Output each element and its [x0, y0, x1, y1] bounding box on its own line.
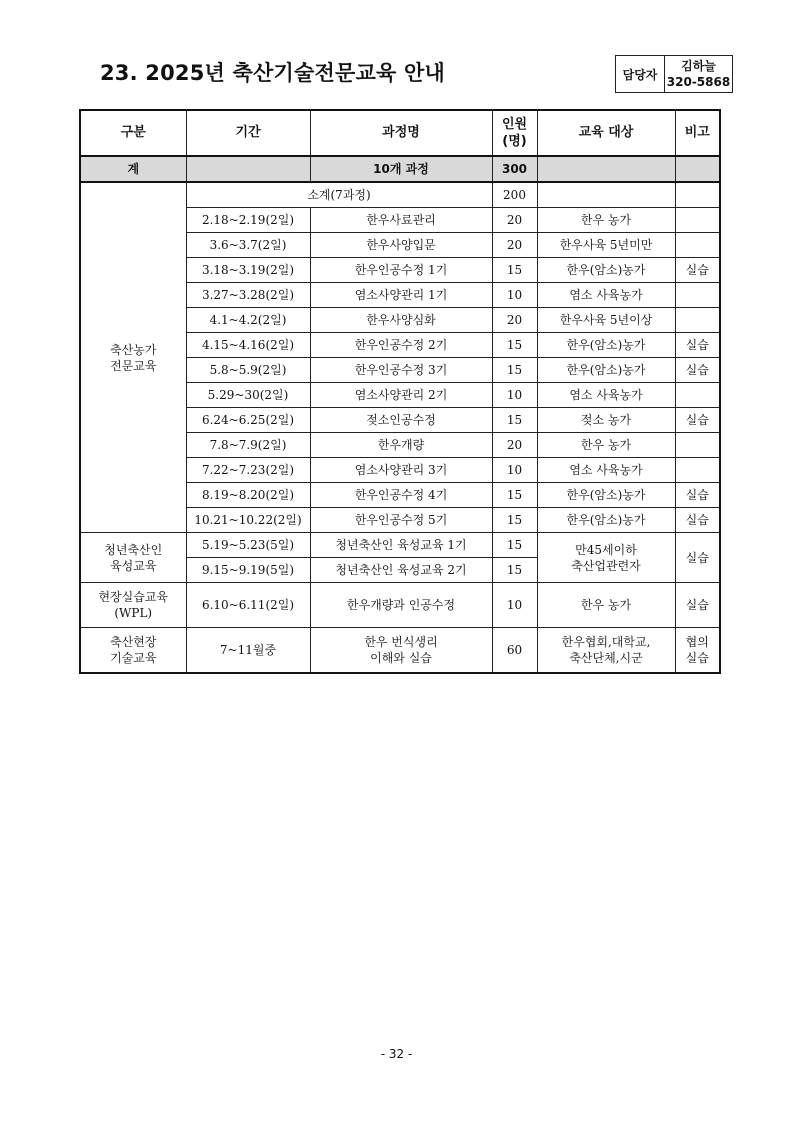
- row-period: 7.22~7.23(2일): [186, 458, 310, 483]
- row-period: 4.1~4.2(2일): [186, 308, 310, 333]
- row-period: 5.19~5.23(5일): [186, 533, 310, 558]
- total-count: 300: [492, 156, 537, 182]
- row-count: 10: [492, 383, 537, 408]
- row-count: 15: [492, 558, 537, 583]
- row-target: 한우(암소)농가: [537, 358, 675, 383]
- row-count: 10: [492, 583, 537, 628]
- row-count: 15: [492, 358, 537, 383]
- row-note: [675, 458, 720, 483]
- row-course: 염소사양관리 1기: [310, 283, 492, 308]
- row-course: 한우개량: [310, 433, 492, 458]
- row-count: 10: [492, 458, 537, 483]
- total-category: 계: [80, 156, 186, 182]
- total-course: 10개 과정: [310, 156, 492, 182]
- row-target: 한우(암소)농가: [537, 333, 675, 358]
- row-count: 20: [492, 433, 537, 458]
- subtotal-label: 소계(7과정): [186, 182, 492, 208]
- row-target: 염소 사육농가: [537, 458, 675, 483]
- row-note: 실습: [675, 508, 720, 533]
- row-note: [675, 433, 720, 458]
- table-row: [80, 583, 720, 628]
- row-note: 실습: [675, 408, 720, 433]
- row-note: 협의 실습: [675, 628, 720, 674]
- row-target: 한우사육 5년미만: [537, 233, 675, 258]
- row-note: [675, 308, 720, 333]
- row-note: [675, 283, 720, 308]
- row-count: 15: [492, 533, 537, 558]
- group-category: 축산농가 전문교육: [80, 182, 186, 533]
- table-row: [80, 533, 720, 558]
- row-note: [675, 208, 720, 233]
- col-header-note: 비고: [675, 110, 720, 156]
- col-header-count: 인원 (명): [492, 110, 537, 156]
- row-count: 15: [492, 258, 537, 283]
- row-course: 염소사양관리 3기: [310, 458, 492, 483]
- table-row: [80, 628, 720, 674]
- row-target: 염소 사육농가: [537, 383, 675, 408]
- page-number: - 32 -: [380, 1047, 413, 1061]
- table-header-row: [80, 110, 720, 156]
- row-course: 한우인공수정 1기: [310, 258, 492, 283]
- row-period: 4.15~4.16(2일): [186, 333, 310, 358]
- row-period: 10.21~10.22(2일): [186, 508, 310, 533]
- page-title: 23. 2025년 축산기술전문교육 안내: [100, 61, 445, 85]
- row-period: 6.10~6.11(2일): [186, 583, 310, 628]
- row-period: 3.18~3.19(2일): [186, 258, 310, 283]
- row-course: 한우 번식생리 이해와 실습: [310, 628, 492, 674]
- row-course: 한우인공수정 3기: [310, 358, 492, 383]
- total-row: [80, 156, 720, 182]
- row-course: 한우사양심화: [310, 308, 492, 333]
- row-course: 한우인공수정 5기: [310, 508, 492, 533]
- total-period: [186, 156, 310, 182]
- row-target: 만45세이하 축산업관련자: [537, 533, 675, 583]
- row-course: 한우사료관리: [310, 208, 492, 233]
- row-note: [675, 233, 720, 258]
- row-period: 5.29~30(2일): [186, 383, 310, 408]
- row-count: 10: [492, 283, 537, 308]
- row-period: 8.19~8.20(2일): [186, 483, 310, 508]
- total-target: [537, 156, 675, 182]
- row-course: 염소사양관리 2기: [310, 383, 492, 408]
- row-count: 15: [492, 508, 537, 533]
- row-count: 20: [492, 233, 537, 258]
- col-header-period: 기간: [186, 110, 310, 156]
- row-course: 청년축산인 육성교육 1기: [310, 533, 492, 558]
- row-target: 한우협회,대학교, 축산단체,시군: [537, 628, 675, 674]
- row-note: 실습: [675, 483, 720, 508]
- row-period: 2.18~2.19(2일): [186, 208, 310, 233]
- subtotal-count: 200: [492, 182, 537, 208]
- row-course: 한우개량과 인공수정: [310, 583, 492, 628]
- manager-label: 담당자: [615, 55, 665, 93]
- row-note: 실습: [675, 333, 720, 358]
- row-count: 60: [492, 628, 537, 674]
- manager-name: 김하늘: [681, 59, 716, 73]
- row-course: 젖소인공수정: [310, 408, 492, 433]
- row-course: 청년축산인 육성교육 2기: [310, 558, 492, 583]
- manager-contact: [665, 55, 733, 93]
- row-target: 한우(암소)농가: [537, 508, 675, 533]
- row-count: 15: [492, 408, 537, 433]
- row-period: 9.15~9.19(5일): [186, 558, 310, 583]
- row-note: 실습: [675, 258, 720, 283]
- row-count: 15: [492, 483, 537, 508]
- row-target: 젖소 농가: [537, 408, 675, 433]
- row-note: 실습: [675, 358, 720, 383]
- row-course: 한우사양입문: [310, 233, 492, 258]
- row-count: 15: [492, 333, 537, 358]
- row-period: 7~11월중: [186, 628, 310, 674]
- schedule-table: [79, 109, 721, 674]
- group-category: 청년축산인 육성교육: [80, 533, 186, 583]
- row-period: 3.27~3.28(2일): [186, 283, 310, 308]
- row-count: 20: [492, 208, 537, 233]
- row-period: 3.6~3.7(2일): [186, 233, 310, 258]
- manager-box: [615, 55, 733, 93]
- row-note: 실습: [675, 533, 720, 583]
- col-header-course: 과정명: [310, 110, 492, 156]
- group-category: 현장실습교육 (WPL): [80, 583, 186, 628]
- row-count: 20: [492, 308, 537, 333]
- row-target: 한우(암소)농가: [537, 258, 675, 283]
- row-note: 실습: [675, 583, 720, 628]
- col-header-category: 구분: [80, 110, 186, 156]
- row-target: 한우 농가: [537, 208, 675, 233]
- manager-phone: 320-5868: [666, 75, 731, 89]
- row-target: 한우(암소)농가: [537, 483, 675, 508]
- col-header-target: 교육 대상: [537, 110, 675, 156]
- total-note: [675, 156, 720, 182]
- row-target: 한우 농가: [537, 583, 675, 628]
- table-row: [80, 182, 720, 208]
- group-category: 축산현장 기술교육: [80, 628, 186, 674]
- row-period: 6.24~6.25(2일): [186, 408, 310, 433]
- row-period: 7.8~7.9(2일): [186, 433, 310, 458]
- row-note: [675, 383, 720, 408]
- row-target: 염소 사육농가: [537, 283, 675, 308]
- row-course: 한우인공수정 2기: [310, 333, 492, 358]
- row-target: 한우사육 5년이상: [537, 308, 675, 333]
- row-target: 한우 농가: [537, 433, 675, 458]
- row-period: 5.8~5.9(2일): [186, 358, 310, 383]
- row-course: 한우인공수정 4기: [310, 483, 492, 508]
